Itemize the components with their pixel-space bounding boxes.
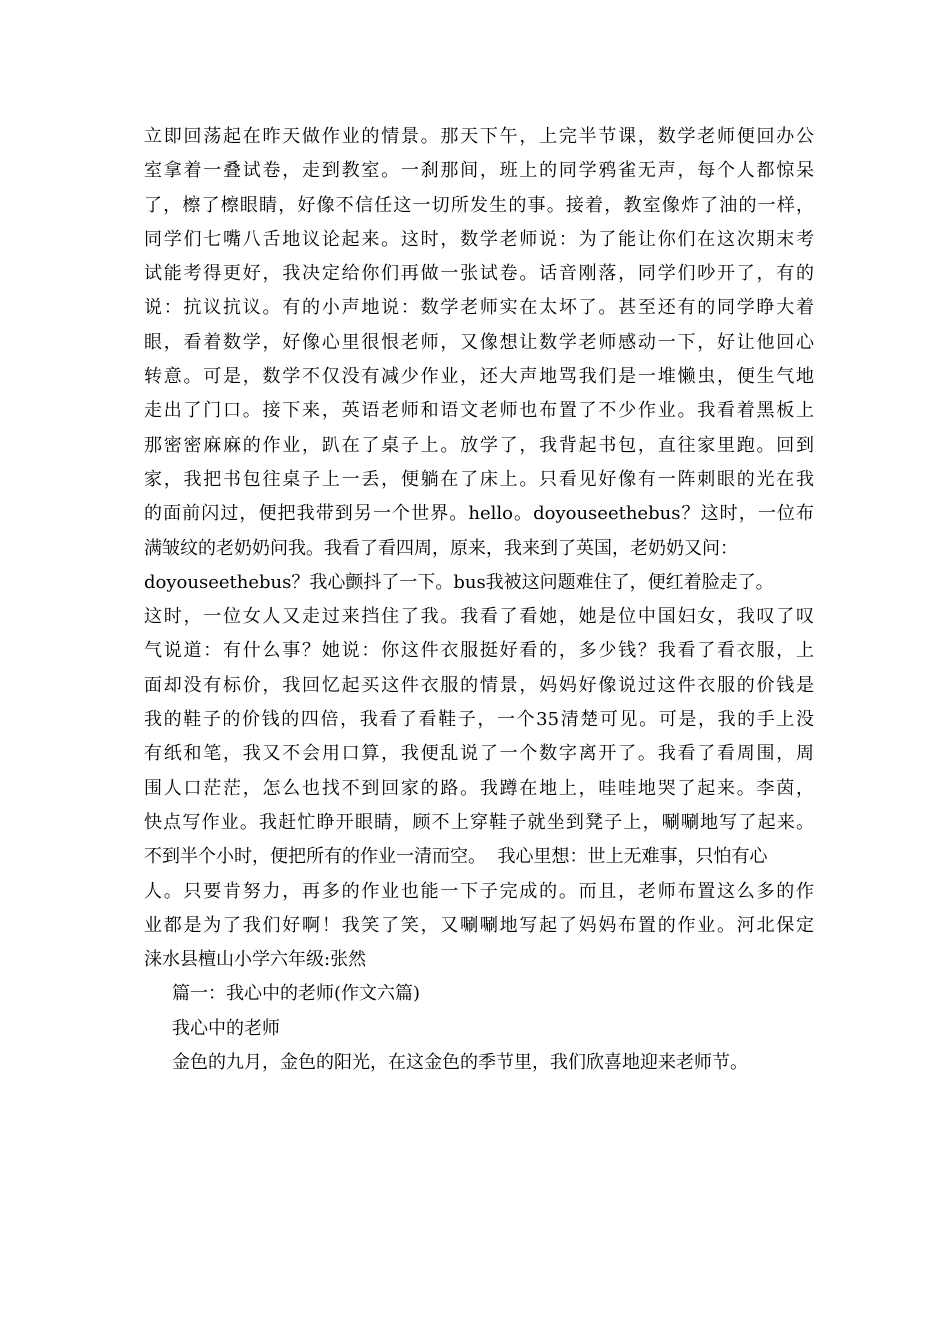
text-line: 人。只要肯努力，再多的作业也能一下子完成的。而且，老师布置这么多的作 xyxy=(144,880,814,902)
text-line: 业都是为了我们好啊！我笑了笑，又唰唰地写起了妈妈布置的作业。河北保定 xyxy=(144,914,814,936)
text-line: 气说道：有什么事？她说：你这件衣服挺好看的，多少钱？我看了看衣服，上 xyxy=(144,640,814,662)
text-line: 转意。可是，数学不仅没有减少作业，还大声地骂我们是一堆懒虫，便生气地 xyxy=(144,366,814,388)
text-line: 那密密麻麻的作业，趴在了桌子上。放学了，我背起书包，直往家里跑。回到 xyxy=(144,434,814,456)
text-line: 家，我把书包往桌子上一丢，便躺在了床上。只看见好像有一阵刺眼的光在我 xyxy=(144,468,814,490)
essay-title: 我心中的老师 xyxy=(172,1017,280,1039)
essay-text xyxy=(144,120,814,1080)
text-line: 走出了门口。接下来，英语老师和语文老师也布置了不少作业。我看着黑板上 xyxy=(144,400,814,422)
opening-line: 金色的九月，金色的阳光，在这金色的季节里，我们欣喜地迎来老师节。 xyxy=(172,1052,748,1074)
text-line: 快点写作业。我赶忙睁开眼睛，顾不上穿鞋子就坐到凳子上，唰唰地写了起来。 xyxy=(144,811,814,833)
text-line: 说：抗议抗议。有的小声地说：数学老师实在太坏了。甚至还有的同学睁大着 xyxy=(144,297,814,319)
text-line: 涞水县檀山小学六年级:张然 xyxy=(144,949,367,971)
text-line: 面却没有标价，我回忆起买这件衣服的情景，妈妈好像说过这件衣服的价钱是 xyxy=(144,674,814,696)
text-line: 试能考得更好，我决定给你们再做一张试卷。话音刚落，同学们吵开了，有的 xyxy=(144,263,814,285)
text-line: 这时，一位女人又走过来挡住了我。我看了看她，她是位中国妇女，我叹了叹 xyxy=(144,606,814,628)
text-line: 不到半个小时，便把所有的作业一清而空。 我心里想：世上无难事，只怕有心 xyxy=(144,846,768,868)
text-line: 室拿着一叠试卷，走到教室。一刹那间，班上的同学鸦雀无声，每个人都惊呆 xyxy=(144,160,814,182)
section-heading: 篇一：我心中的老师(作文六篇) xyxy=(172,983,421,1005)
text-line: 有纸和笔，我又不会用口算，我便乱说了一个数字离开了。我看了看周围，周 xyxy=(144,743,814,765)
text-line: 围人口茫茫，怎么也找不到回家的路。我蹲在地上，哇哇地哭了起来。李茵， xyxy=(144,777,814,799)
text-line: 的面前闪过，便把我带到另一个世界。hello。doyouseethebus？这时，一位布 xyxy=(144,503,814,525)
text-line: 我的鞋子的价钱的四倍，我看了看鞋子，一个35清楚可见。可是，我的手上没 xyxy=(144,709,814,731)
text-line: 满皱纹的老奶奶问我。我看了看四周，原来，我来到了英国，老奶奶又问： xyxy=(144,537,738,559)
text-line: 了，檫了檫眼睛，好像不信任这一切所发生的事。接着，教室像炸了油的一样， xyxy=(144,194,814,216)
text-line: 眼，看着数学，好像心里很恨老师，又像想让数学老师感动一下，好让他回心 xyxy=(144,331,814,353)
text-line: 同学们七嘴八舌地议论起来。这时，数学老师说：为了能让你们在这次期末考 xyxy=(144,228,814,250)
text-line: doyouseethebus？我心颤抖了一下。bus我被这问题难住了，便红着脸走了。 xyxy=(144,571,774,593)
text-line: 立即回荡起在昨天做作业的情景。那天下午，上完半节课，数学老师便回办公 xyxy=(144,126,814,147)
